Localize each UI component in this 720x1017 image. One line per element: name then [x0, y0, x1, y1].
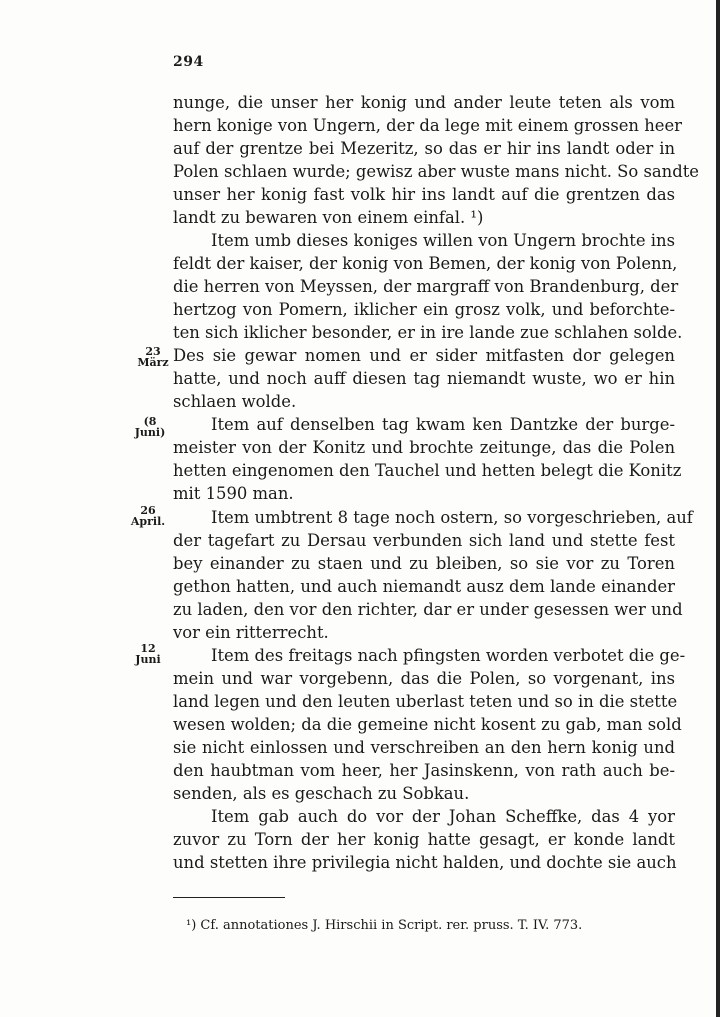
- text-line: zu laden, den vor den richter, dar er under gesessen wer und: [173, 600, 683, 619]
- text-line: und stetten ihre privilegia nicht halden, und dochte sie auch: [173, 853, 677, 872]
- margin-note-day: 12: [140, 642, 156, 655]
- text-line: Item auf denselben tag kwam ken Dantzke der burge-: [211, 415, 675, 434]
- text-line: sie nicht einlossen und verschreiben an den hern konig und: [173, 738, 675, 757]
- text-line: mit 1590 man.: [173, 484, 294, 503]
- text-line: bey einander zu staen und zu bleiben, so sie vor zu Toren: [173, 554, 675, 573]
- text-line: Polen schlaen wurde; gewisz aber wuste mans nicht. So sandte: [173, 162, 699, 181]
- margin-note-month: Juni): [134, 426, 166, 439]
- text-line: den haubtman vom heer, her Jasinskenn, von rath auch be-: [173, 761, 675, 780]
- margin-note: [133, 346, 173, 368]
- text-line: hertzog von Pomern, iklicher ein grosz volk, und beforchte-: [173, 300, 675, 319]
- footnote-divider: [173, 897, 285, 898]
- margin-note: [128, 643, 168, 665]
- text-line: Des sie gewar nomen und er sider mitfasten dor gelegen: [173, 346, 675, 365]
- text-line: ten sich iklicher besonder, er in ire lande zue schlahen solde.: [173, 323, 683, 342]
- margin-note-day: 23: [145, 345, 161, 358]
- margin-note-month: Juni: [135, 653, 161, 666]
- text-line: Item umbtrent 8 tage noch ostern, so vorgeschrieben, auf: [211, 508, 693, 527]
- text-line: der tagefart zu Dersau verbunden sich land und stette fest: [173, 531, 675, 550]
- text-line: hatte, und noch auff diesen tag niemandt wuste, wo er hin: [173, 369, 675, 388]
- text-line: zuvor zu Torn der her konig hatte gesagt, er konde landt: [173, 830, 675, 849]
- text-line: senden, als es geschach zu Sobkau.: [173, 784, 470, 803]
- text-line: vor ein ritterrecht.: [173, 623, 329, 642]
- text-line: die herren von Meyssen, der margraff von Brandenburg, der: [173, 277, 679, 296]
- margin-note-day: (8: [143, 415, 157, 428]
- text-line: hern konige von Ungern, der da lege mit einem grossen heer: [173, 116, 682, 135]
- text-line: auf der grentze bei Mezeritz, so das er hir ins landt oder in: [173, 139, 675, 158]
- text-line: Item des freitags nach pfingsten worden verbotet die ge-: [211, 646, 686, 665]
- text-line: land legen und den leuten uberlast teten und so in die stette: [173, 692, 678, 711]
- text-line: nunge, die unser her konig und ander leute teten als vom: [173, 93, 675, 112]
- text-line: unser her konig fast volk hir ins landt auf die grentzen das: [173, 185, 675, 204]
- margin-note-month: März: [137, 356, 169, 369]
- margin-note-month: April.: [130, 515, 166, 528]
- scan-edge: [716, 0, 720, 1017]
- margin-note: [128, 505, 168, 527]
- text-line: meister von der Konitz und brochte zeitunge, das die Polen: [173, 438, 675, 457]
- text-line: Item gab auch do vor der Johan Scheffke, das 4 yor: [211, 807, 675, 826]
- text-line: feldt der kaiser, der konig von Bemen, der konig von Polenn,: [173, 254, 678, 273]
- page-number: 294: [173, 54, 204, 70]
- text-line: gethon hatten, und auch niemandt ausz dem lande einander: [173, 577, 675, 596]
- text-line: landt zu bewaren von einem einfal. ¹): [173, 208, 484, 227]
- footnote: ¹) Cf. annotationes J. Hirschii in Script. rer. pruss. T. IV. 773.: [186, 918, 583, 933]
- text-line: schlaen wolde.: [173, 392, 297, 411]
- text-line: mein und war vorgebenn, das die Polen, so vorgenant, ins: [173, 669, 675, 688]
- text-line: Item umb dieses koniges willen von Ungern brochte ins: [211, 231, 675, 250]
- margin-note-day: 26: [140, 504, 156, 517]
- margin-note: [130, 416, 170, 438]
- text-line: hetten eingenomen den Tauchel und hetten belegt die Konitz: [173, 461, 682, 480]
- text-line: wesen wolden; da die gemeine nicht kosent zu gab, man sold: [173, 715, 682, 734]
